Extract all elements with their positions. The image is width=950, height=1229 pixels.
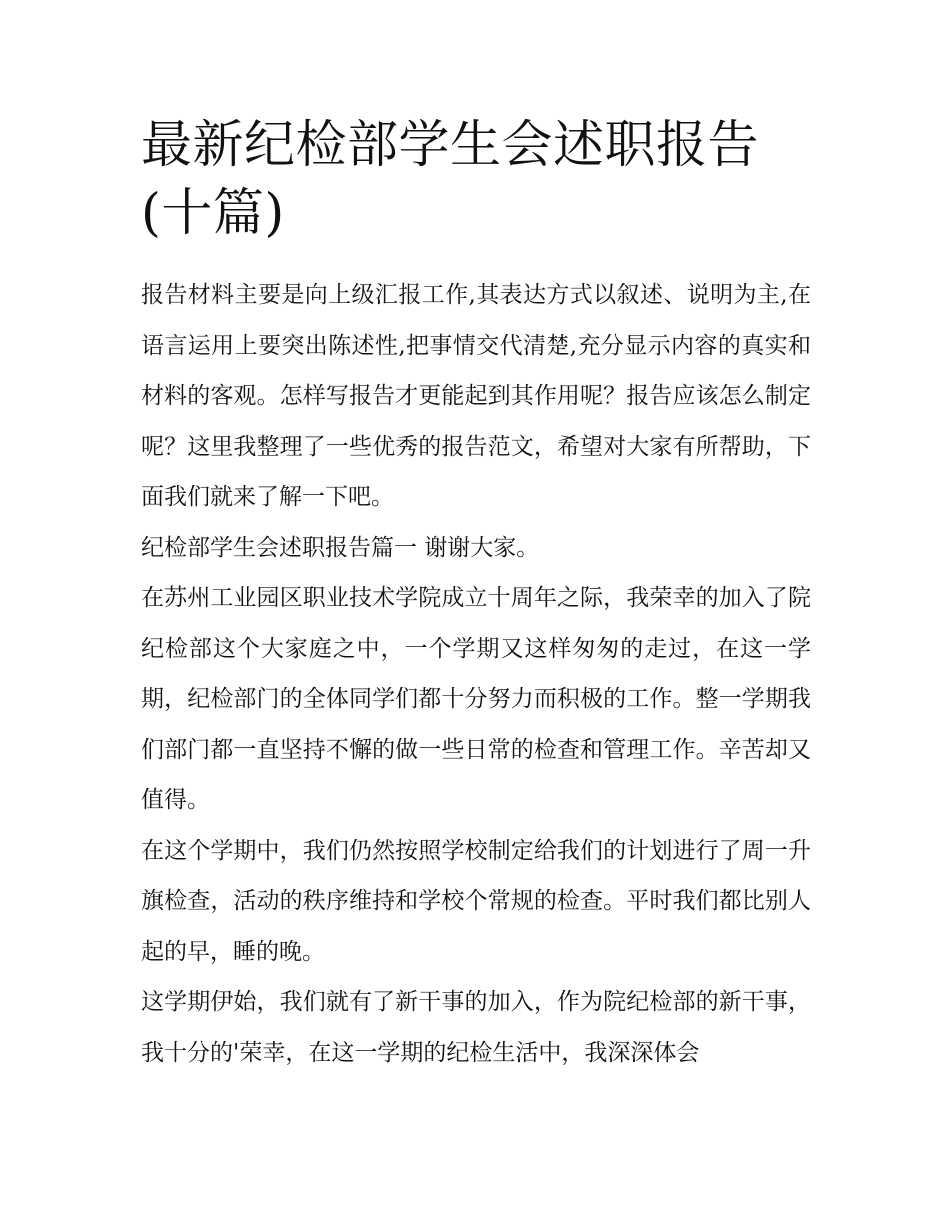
document-content [141,112,811,1078]
body-paragraph: 在这个学期中，我们仍然按照学校制定给我们的计划进行了周一升旗检查，活动的秩序维持和学校个常规的检查。平时我们都比别人起的早，睡的晚。 [141,837,811,965]
section-heading-paragraph: 纪检部学生会述职报告篇一 谢谢大家。 [141,534,540,561]
body-paragraph: 这学期伊始，我们就有了新干事的加入，作为院纪检部的新干事，我十分的'荣幸，在这一学期的纪检生活中，我深深体会 [141,989,811,1066]
document-title: 最新纪检部学生会述职报告(十篇) [141,116,760,243]
intro-paragraph: 报告材料主要是向上级汇报工作,其表达方式以叙述、说明为主,在语言运用上要突出陈述性,把事情交代清楚,充分显示内容的真实和材料的客观。怎样写报告才更能起到其作用呢？报告应该怎么制定呢？这里我整理了一些优秀的报告范文，希望对大家有所帮助，下面我们就来了解一下吧。 [141,282,811,510]
document-body [141,270,811,1078]
body-paragraph: 在苏州工业园区职业技术学院成立十周年之际，我荣幸的加入了院纪检部这个大家庭之中，一个学期又这样匆匆的走过，在这一学期，纪检部门的全体同学们都十分努力而积极的工作。整一学期我们部门都一直坚持不懈的做一些日常的检查和管理工作。辛苦却又值得。 [141,585,811,813]
